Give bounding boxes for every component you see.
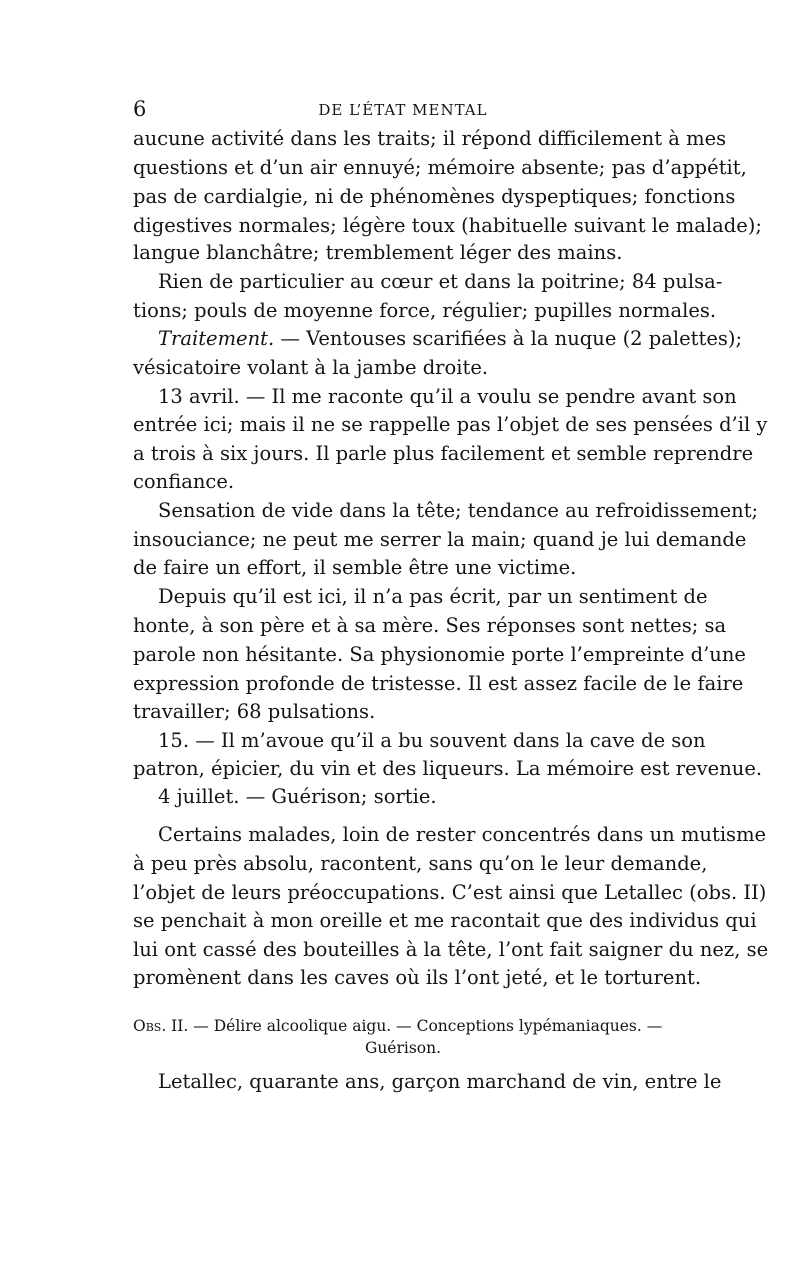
text-line: parole non hésitante. Sa physionomie porte l’empreinte d’une [133,643,746,666]
text-line: digestives normales; légère toux (habituelle suivant le malade); [133,214,762,237]
text-line: tions; pouls de moyenne force, régulier; pupilles normales. [133,299,717,322]
observation-title: — Délire alcoolique aigu. — Conceptions lypémaniaques. — [188,1017,663,1035]
text-line: aucune activité dans les traits; il répond difficilement à mes [133,127,727,150]
traitement-line [158,324,743,354]
text-line: a trois à six jours. Il parle plus facilement et semble reprendre [133,442,754,465]
text-line: promènent dans les caves où ils l’ont jeté, et le torturent. [133,966,702,989]
page-header [133,96,673,122]
observation-heading [133,1014,673,1038]
text-line: 15. — Il m’avoue qu’il a bu souvent dans la cave de son [158,729,706,752]
text-line: Rien de particulier au cœur et dans la poitrine; 84 pulsa- [158,270,723,293]
text-line: travailler; 68 pulsations. [133,700,376,723]
text-line: Depuis qu’il est ici, il n’a pas écrit, par un sentiment de [158,585,708,608]
text-line: 4 juillet. — Guérison; sortie. [158,785,437,808]
text-line: vésicatoire volant à la jambe droite. [133,356,489,379]
text-line: à peu près absolu, racontent, sans qu’on le leur demande, [133,852,708,875]
text-line: lui ont cassé des bouteilles à la tête, l’ont fait saigner du nez, se [133,938,769,961]
text-line: l’objet de leurs préoccupations. C’est ainsi que Letallec (obs. II) [133,881,767,904]
text-line: Sensation de vide dans la tête; tendance au refroidissement; [158,499,759,522]
text-line: langue blanchâtre; tremblement léger des mains. [133,241,623,264]
text-line: Certains malades, loin de rester concentrés dans un mutisme [158,823,767,846]
text-line: expression profonde de tristesse. Il est assez facile de le faire [133,672,744,695]
text-line: de faire un effort, il semble être une victime. [133,556,577,579]
traitement-text: — Ventouses scarifiées à la nuque (2 palettes); [274,327,743,350]
text-line: questions et d’un air ennuyé; mémoire absente; pas d’appétit, [133,156,747,179]
traitement-label: Traitement. [158,327,275,350]
observation-title-continued: Guérison. [364,1039,442,1057]
page-number: 6 [133,97,147,121]
text-line: entrée ici; mais il ne se rappelle pas l’objet de ses pensées d’il y [133,413,768,436]
text-line: honte, à son père et à sa mère. Ses réponses sont nettes; sa [133,614,727,637]
text-line: pas de cardialgie, ni de phénomènes dyspeptiques; fonctions [133,185,736,208]
running-head: DE L’ÉTAT MENTAL [318,101,488,119]
text-line: se penchait à mon oreille et me racontait que des individus qui [133,909,757,932]
text-line: 13 avril. — Il me raconte qu’il a voulu se pendre avant son [158,385,737,408]
text-line: insouciance; ne peut me serrer la main; quand je lui demande [133,528,747,551]
text-line: patron, épicier, du vin et des liqueurs. La mémoire est revenue. [133,757,763,780]
observation-label: Obs. II. [133,1017,189,1035]
text-line: Letallec, quarante ans, garçon marchand de vin, entre le [158,1070,722,1093]
text-line: confiance. [133,470,235,493]
